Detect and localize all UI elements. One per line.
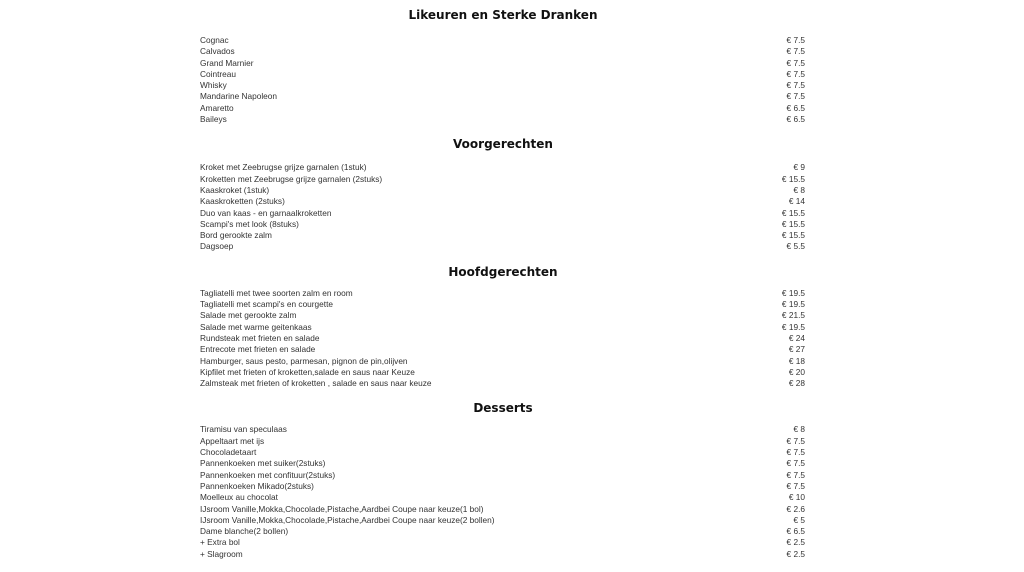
- item-name: Zalmsteak met frieten of kroketten , salade en saus naar keuze: [200, 378, 432, 389]
- section-desserts: [200, 389, 806, 560]
- list-item: [200, 504, 806, 515]
- item-name: Tiramisu van speculaas: [200, 424, 287, 435]
- item-name: Entrecote met frieten en salade: [200, 344, 316, 355]
- item-price: € 6.5: [786, 114, 805, 125]
- list-item: [200, 333, 806, 344]
- item-price: € 15.5: [781, 207, 805, 218]
- item-price: € 27: [788, 344, 805, 355]
- section-voorgerechten: [200, 125, 806, 252]
- item-name: Chocoladetaart: [200, 447, 257, 458]
- item-name: IJsroom Vanille,Mokka,Chocolade,Pistache,Aardbei Coupe naar keuze(2 bollen): [200, 514, 495, 525]
- item-name: Kipfilet met frieten of kroketten,salade en saus naar Keuze: [200, 366, 415, 377]
- section-likeuren: [200, 0, 806, 125]
- menu: [200, 0, 806, 560]
- list-item: [200, 492, 806, 503]
- list-item: [200, 219, 806, 230]
- item-name: Amaretto: [200, 102, 234, 113]
- list-item: [200, 526, 806, 537]
- item-price: € 20: [788, 366, 805, 377]
- item-price: € 7.5: [786, 447, 805, 458]
- list-item: [200, 515, 806, 526]
- list-item: [200, 447, 806, 458]
- item-name: Tagliatelli met twee soorten zalm en room: [200, 287, 353, 298]
- section-hoofdgerechten: [200, 253, 806, 390]
- list-item: [200, 378, 806, 389]
- item-name: Calvados: [200, 46, 235, 57]
- item-price: € 7.5: [786, 80, 805, 91]
- item-price: € 28: [788, 378, 805, 389]
- list-item: [200, 288, 806, 299]
- list-item: [200, 91, 806, 102]
- list-item: [200, 549, 806, 560]
- item-price: € 7.5: [786, 480, 805, 491]
- list-item: [200, 196, 806, 207]
- list-item: [200, 174, 806, 185]
- list-item: [200, 424, 806, 435]
- item-price: € 15.5: [781, 218, 805, 229]
- item-name: Grand Marnier: [200, 57, 254, 68]
- item-name: Pannenkoeken met suiker(2stuks): [200, 458, 326, 469]
- list-item: [200, 185, 806, 196]
- item-list: [200, 162, 806, 252]
- item-name: Duo van kaas - en garnaalkroketten: [200, 207, 332, 218]
- list-item: [200, 470, 806, 481]
- item-price: € 7.5: [786, 435, 805, 446]
- list-item: [200, 58, 806, 69]
- list-item: [200, 344, 806, 355]
- item-name: Kroket met Zeebrugse grijze garnalen (1stuk): [200, 162, 367, 173]
- item-name: Cointreau: [200, 68, 236, 79]
- item-price: € 2.5: [786, 548, 805, 559]
- item-price: € 7.5: [786, 458, 805, 469]
- item-price: € 6.5: [786, 526, 805, 537]
- item-price: € 2.5: [786, 537, 805, 548]
- item-price: € 15.5: [781, 230, 805, 241]
- list-item: [200, 114, 806, 125]
- item-name: Appeltaart met ijs: [200, 435, 265, 446]
- item-name: Pannenkoeken Mikado(2stuks): [200, 480, 314, 491]
- item-name: Kaaskroketten (2stuks): [200, 196, 285, 207]
- item-list: [200, 288, 806, 390]
- item-name: Rundsteak met frieten en salade: [200, 332, 320, 343]
- item-name: Pannenkoeken met confituur(2stuks): [200, 469, 336, 480]
- item-price: € 2.6: [786, 503, 805, 514]
- list-item: [200, 310, 806, 321]
- item-name: + Slagroom: [200, 548, 243, 559]
- item-name: Whisky: [200, 80, 227, 91]
- item-price: € 6.5: [786, 102, 805, 113]
- list-item: [200, 35, 806, 46]
- item-name: + Extra bol: [200, 537, 240, 548]
- item-name: Bord gerookte zalm: [200, 230, 272, 241]
- item-name: Moelleux au chocolat: [200, 492, 278, 503]
- list-item: [200, 322, 806, 333]
- item-price: € 15.5: [781, 173, 805, 184]
- list-item: [200, 367, 806, 378]
- list-item: [200, 69, 806, 80]
- item-price: € 14: [788, 196, 805, 207]
- item-name: Tagliatelli met scampi's en courgette: [200, 299, 334, 310]
- item-price: € 19.5: [781, 321, 805, 332]
- item-name: Salade met warme geitenkaas: [200, 321, 312, 332]
- list-item: [200, 208, 806, 219]
- item-price: € 7.5: [786, 469, 805, 480]
- item-name: Baileys: [200, 114, 227, 125]
- item-price: € 7.5: [786, 46, 805, 57]
- list-item: [200, 481, 806, 492]
- list-item: [200, 458, 806, 469]
- list-item: [200, 103, 806, 114]
- item-price: € 18: [788, 355, 805, 366]
- section-title: Desserts: [473, 401, 533, 416]
- list-item: [200, 241, 806, 252]
- item-price: € 7.5: [786, 57, 805, 68]
- item-price: € 8: [793, 184, 805, 195]
- section-title: Hoofdgerechten: [448, 264, 558, 279]
- item-name: Dagsoep: [200, 241, 234, 252]
- list-item: [200, 162, 806, 173]
- item-name: Salade met gerookte zalm: [200, 310, 297, 321]
- item-price: € 21.5: [781, 310, 805, 321]
- item-name: Scampi's met look (8stuks): [200, 218, 299, 229]
- list-item: [200, 230, 806, 241]
- item-price: € 7.5: [786, 35, 805, 45]
- item-price: € 8: [793, 424, 805, 435]
- section-title: Voorgerechten: [453, 137, 553, 152]
- item-price: € 7.5: [786, 68, 805, 79]
- list-item: [200, 436, 806, 447]
- list-item: [200, 356, 806, 367]
- item-name: Hamburger, saus pesto, parmesan, pignon de pin,olijven: [200, 355, 408, 366]
- list-item: [200, 46, 806, 57]
- item-price: € 5: [793, 514, 805, 525]
- item-price: € 19.5: [781, 299, 805, 310]
- section-title: Likeuren en Sterke Dranken: [408, 8, 598, 22]
- item-name: IJsroom Vanille,Mokka,Chocolade,Pistache,Aardbei Coupe naar keuze(1 bol): [200, 503, 484, 514]
- item-name: Dame blanche(2 bollen): [200, 526, 289, 537]
- list-item: [200, 537, 806, 548]
- item-list: [200, 35, 806, 125]
- list-item: [200, 80, 806, 91]
- item-name: Cognac: [200, 35, 229, 45]
- item-list: [200, 424, 806, 560]
- item-name: Kaaskroket (1stuk): [200, 184, 270, 195]
- item-price: € 10: [788, 492, 805, 503]
- item-name: Kroketten met Zeebrugse grijze garnalen (2stuks): [200, 173, 383, 184]
- item-price: € 9: [793, 162, 805, 173]
- item-price: € 5.5: [786, 241, 805, 252]
- item-name: Mandarine Napoleon: [200, 91, 278, 102]
- list-item: [200, 299, 806, 310]
- item-price: € 7.5: [786, 91, 805, 102]
- item-price: € 19.5: [781, 287, 805, 298]
- item-price: € 24: [788, 332, 805, 343]
